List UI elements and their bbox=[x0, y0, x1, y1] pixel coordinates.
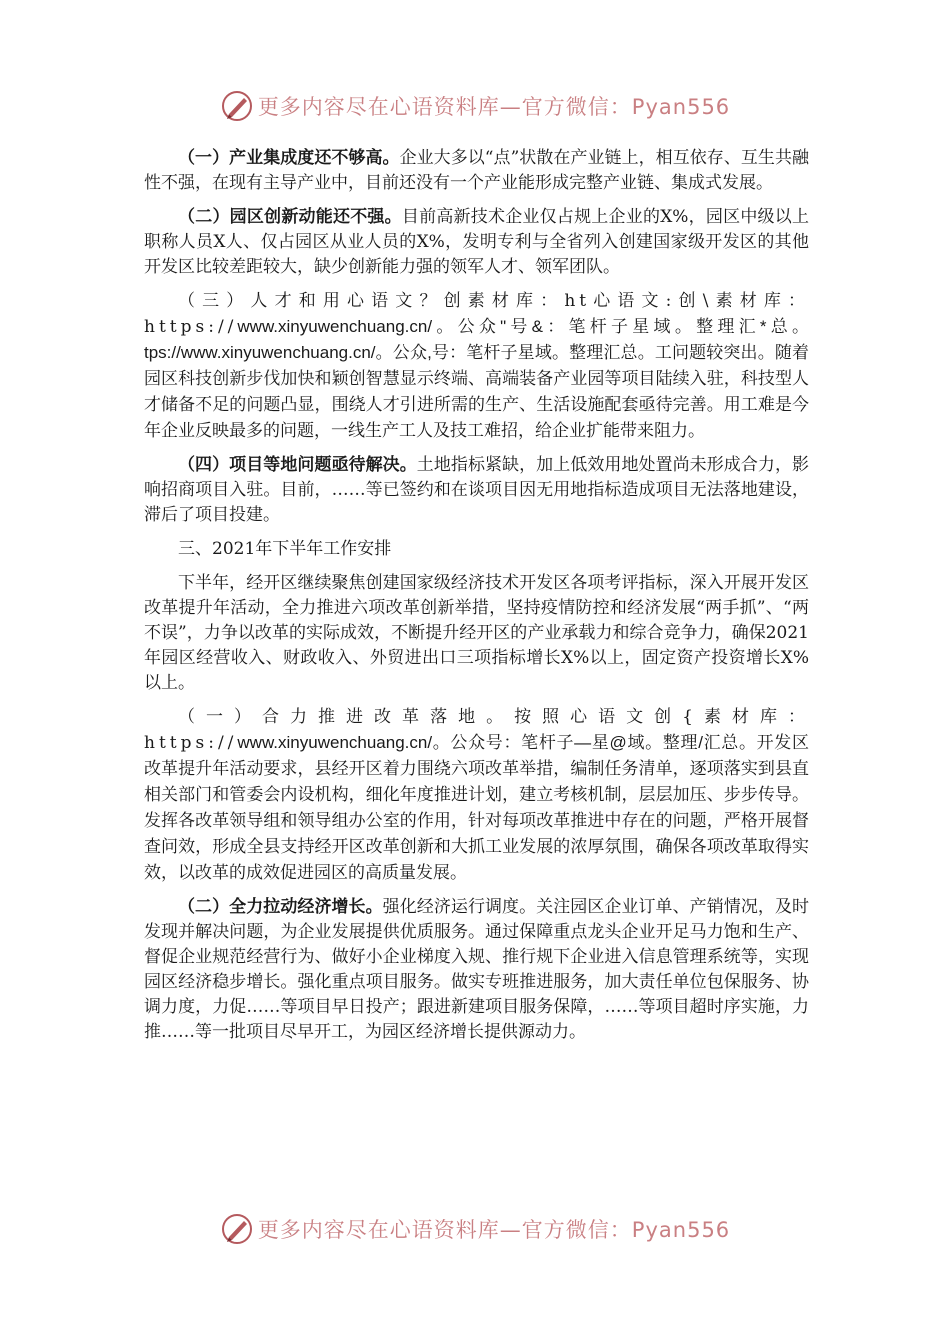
paragraph-3 bbox=[144, 289, 809, 444]
paragraph-2 bbox=[144, 205, 809, 280]
paragraph-text: 目前高新技术企业仅占规上企业的X%，园区中级以上职称人员X人、仅占园区从业人员的X%，发明专利与全省列入创建国家级开发区的其他开发区比较差距较大，缺少创新能力强的领军人才、领军团队。 bbox=[144, 207, 809, 277]
paragraph-text: www.xinyuwenchuang.cn/。公众"号&：笔杆子星域。整理汇*总。tps://www.xinyuwenchuang.cn/。公众,号：笔杆子星域。整理汇总。工问题较突出。随着园区科技创新步伐加快和颖创智慧显示终端、高端装备产业园等项目陆续入驻，科技型人才储备不足的问题凸显，围绕人才引进所需的生产、生活设施配套亟待完善。用工难是今年企业反映最多的问题，一线生产工人及技工难招，给企业扩能带来阻力。 bbox=[144, 317, 809, 440]
paragraph-1 bbox=[144, 146, 809, 196]
paragraph-text: 土地指标紧缺，加上低效用地处置尚未形成合力，影响招商项目入驻。目前，……等已签约和在谈项目因无用地指标造成项目无法落地建设，滞后了项目投建。 bbox=[144, 455, 810, 525]
banner-text: 更多内容尽在心语资料库—官方微信：Pyan556 bbox=[257, 95, 731, 119]
paragraph-lead: （三）人才和用心语文？创素材库：ht心语文:创\素材库：https:// bbox=[144, 291, 809, 337]
paragraph-7 bbox=[144, 895, 809, 1045]
document-body bbox=[144, 146, 809, 1054]
paragraph-title: （一）产业集成度还不够高。 bbox=[178, 148, 400, 168]
paragraph-4 bbox=[144, 453, 809, 528]
section-heading: 三、2021年下半年工作安排 bbox=[178, 539, 392, 559]
paragraph-text: 下半年，经开区继续聚焦创建国家级经济技术开发区各项考评指标，深入开展开发区改革提升年活动，全力推进六项改革创新举措，坚持疫情防控和经济发展“两手抓”、“两不误”，力争以改革的实际成效，不断提升经开区的产业承载力和综合竞争力，确保2021年园区经营收入、财政收入、外贸进出口三项指标增长X%以上，固定资产投资增长X%以上。 bbox=[144, 573, 809, 693]
pen-logo-icon bbox=[220, 1212, 254, 1246]
paragraph-text: www.xinyuwenchuang.cn/。公众号：笔杆子—星@域。整理/汇总。开发区改革提升年活动要求，县经开区着力围绕六项改革举措，编制任务清单，逐项落实到县直相关部门和管委会内设机构，细化年度推进计划，建立考核机制，层层加压、步步传导。发挥各改革领导组和领导组办公室的作用，针对每项改革推进中存在的问题，严格开展督查问效，形成全县支持经开区改革创新和大抓工业发展的浓厚氛围，确保各项改革取得实效，以改革的成效促进园区的高质量发展。 bbox=[144, 733, 809, 882]
pen-logo-icon bbox=[220, 89, 254, 123]
paragraph-6 bbox=[144, 705, 809, 886]
paragraph-text: 强化经济运行调度。关注园区企业订单、产销情况，及时发现并解决问题，为企业发展提供优质服务。通过保障重点龙头企业开足马力饱和生产、督促企业规范经营行为、做好小企业梯度入规、推行规下企业进入信息管理系统等，实现园区经济稳步增长。强化重点项目服务。做实专班推进服务，加大责任单位包保服务、协调力度，力促……等项目早日投产；跟进新建项目服务保障，……等项目超时序实施，力推……等一批项目尽早开工，为园区经济增长提供源动力。 bbox=[144, 897, 810, 1042]
footer-banner bbox=[0, 1207, 950, 1251]
header-banner bbox=[0, 84, 950, 128]
paragraph-title: （二）园区创新动能还不强。 bbox=[178, 207, 402, 227]
paragraph-title: （四）项目等地问题亟待解决。 bbox=[178, 455, 417, 475]
paragraph-lead: （一）合力推进改革落地。按照心语文创{素材库：https:// bbox=[144, 707, 809, 753]
paragraph-text: 企业大多以“点”状散在产业链上，相互依存、互生共融性不强，在现有主导产业中，目前还没有一个产业能形成完整产业链、集成式发展。 bbox=[144, 148, 810, 193]
paragraph-title: （二）全力拉动经济增长。 bbox=[178, 897, 383, 917]
paragraph-5 bbox=[144, 571, 809, 696]
banner-text: 更多内容尽在心语资料库—官方微信：Pyan556 bbox=[257, 1218, 731, 1242]
